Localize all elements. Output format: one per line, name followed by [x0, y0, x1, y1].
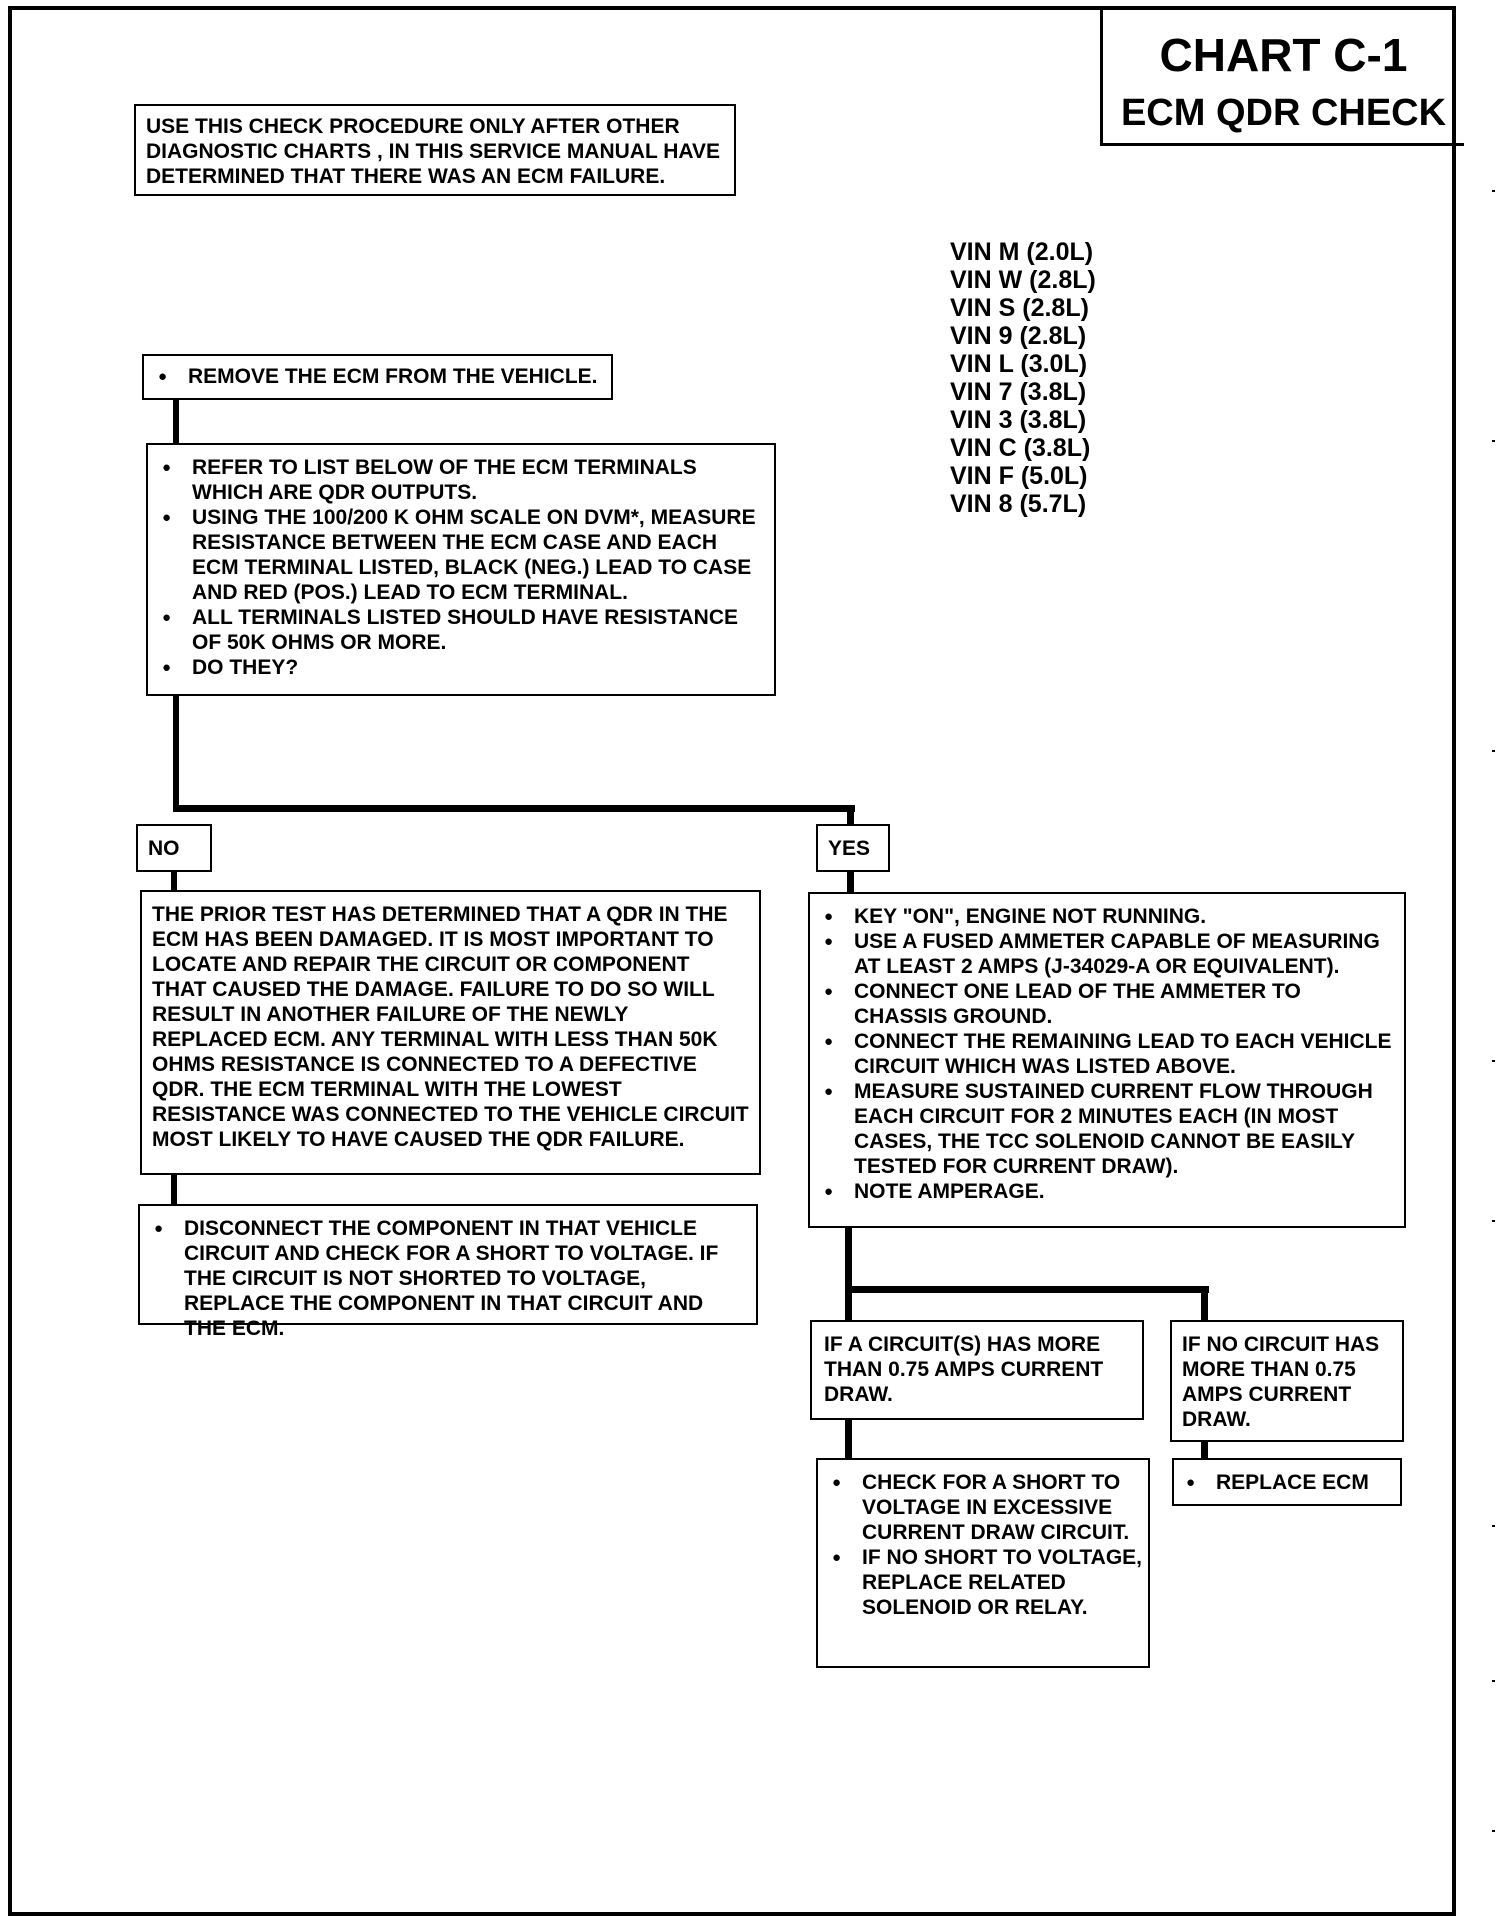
over-limit-text: IF A CIRCUIT(S) HAS MORE THAN 0.75 AMPS CURRENT DRAW. [824, 1333, 1104, 1406]
connector-split-horizontal [173, 805, 855, 812]
step2-box [146, 443, 776, 696]
chart-id: CHART C-1 [1159, 29, 1408, 81]
chart-name: ECM QDR CHECK [1120, 92, 1447, 134]
over-action-box [816, 1458, 1150, 1668]
vin-item: VIN 8 (5.7L) [950, 490, 1087, 518]
connector-no-result-action [171, 1173, 177, 1206]
vin-item: VIN L (3.0L) [950, 350, 1088, 378]
chart-title-block [1100, 6, 1464, 146]
connector-step1-step2 [173, 398, 179, 444]
connector-yes-split-horizontal [845, 1286, 1209, 1293]
margin-tick [1492, 1830, 1495, 1832]
margin-tick [1492, 1220, 1495, 1222]
no-result-text: THE PRIOR TEST HAS DETERMINED THAT A QDR IN THE ECM HAS BEEN DAMAGED. IT IS MOST IMPORTANT TO LOCATE AND REPAIR THE CIRCUIT OR COMPONENT THAT CAUSED THE DAMAGE. FAILURE TO DO SO WILL RESULT IN ANOTHER FAILURE OF THE NEWLY REPLACED ECM. ANY TERMINAL WITH LESS THAN 50K OHMS RESISTANCE IS CONNECTED TO A DEFECTIVE QDR. THE ECM TERMINAL WITH THE LOWEST RESISTANCE WAS CONNECTED TO THE VEHICLE CIRCUIT MOST LIKELY TO HAVE CAUSED THE QDR FAILURE. [152, 903, 749, 1151]
over-action-item: ● IF NO SHORT TO VOLTAGE, REPLACE RELATED SOLENOID OR RELAY. [824, 1545, 1142, 1620]
no-result-box [140, 890, 761, 1175]
yes-step-item: ● NOTE AMPERAGE. [816, 1179, 1398, 1204]
connector-step2-split [173, 695, 179, 811]
over-limit-box [810, 1320, 1144, 1420]
yes-steps-box [808, 892, 1406, 1228]
vin-list [950, 238, 1096, 518]
yes-step-item: ● KEY "ON", ENGINE NOT RUNNING. [816, 904, 1398, 929]
margin-tick [1492, 750, 1495, 752]
vin-item: VIN S (2.8L) [950, 294, 1089, 322]
step2-item: ● REFER TO LIST BELOW OF THE ECM TERMINALS WHICH ARE QDR OUTPUTS. [154, 455, 768, 505]
step2-item: ● USING THE 100/200 K OHM SCALE ON DVM*, MEASURE RESISTANCE BETWEEN THE ECM CASE AND EACH ECM TERMINAL LISTED, BLACK (NEG.) LEAD TO CASE AND RED (POS.) LEAD TO ECM TERMINAL. [154, 505, 768, 605]
connector-split-under [1201, 1286, 1208, 1322]
no-action-item: ● DISCONNECT THE COMPONENT IN THAT VEHICLE CIRCUIT AND CHECK FOR A SHORT TO VOLTAGE. IF THE CIRCUIT IS NOT SHORTED TO VOLTAGE, REPLACE THE COMPONENT IN THAT CIRCUIT AND THE ECM. [146, 1216, 750, 1341]
connector-split-yes [847, 805, 854, 825]
margin-tick [1492, 1680, 1495, 1682]
usage-note-text: USE THIS CHECK PROCEDURE ONLY AFTER OTHER DIAGNOSTIC CHARTS , IN THIS SERVICE MANUAL HAVE DETERMINED THAT THERE WAS AN ECM FAILURE. [146, 115, 721, 188]
vin-item: VIN C (3.8L) [950, 434, 1091, 462]
connector-under-action [1201, 1440, 1208, 1460]
margin-tick [1492, 1060, 1495, 1062]
vin-item: VIN F (5.0L) [950, 462, 1088, 490]
under-limit-text: IF NO CIRCUIT HAS MORE THAN 0.75 AMPS CURRENT DRAW. [1182, 1333, 1380, 1431]
under-action-item: ● REPLACE ECM [1178, 1470, 1396, 1495]
margin-tick [1492, 440, 1495, 442]
under-limit-box [1170, 1320, 1404, 1442]
connector-no-label-result [171, 870, 177, 892]
yes-step-item: ● CONNECT THE REMAINING LEAD TO EACH VEHICLE CIRCUIT WHICH WAS LISTED ABOVE. [816, 1029, 1398, 1079]
yes-step-item: ● CONNECT ONE LEAD OF THE AMMETER TO CHASSIS GROUND. [816, 979, 1398, 1029]
vin-item: VIN 7 (3.8L) [950, 378, 1087, 406]
step1-item: ● REMOVE THE ECM FROM THE VEHICLE. [150, 364, 605, 389]
step1-box [142, 354, 613, 400]
connector-yes-steps-split [845, 1226, 852, 1324]
under-action-box [1172, 1458, 1402, 1506]
no-action-box [138, 1204, 758, 1340]
vin-item: VIN W (2.8L) [950, 266, 1096, 294]
connector-over-action [845, 1418, 852, 1460]
vin-item: VIN 9 (2.8L) [950, 322, 1087, 350]
vin-item: VIN 3 (3.8L) [950, 406, 1087, 434]
connector-yes-label-steps [847, 870, 854, 894]
usage-note [134, 104, 736, 196]
branch-label-no: NO [136, 824, 212, 872]
yes-step-item: ● MEASURE SUSTAINED CURRENT FLOW THROUGH EACH CIRCUIT FOR 2 MINUTES EACH (IN MOST CASES, THE TCC SOLENOID CANNOT BE EASILY TESTED FOR CURRENT DRAW). [816, 1079, 1398, 1179]
step2-item: ● DO THEY? [154, 655, 768, 680]
vin-item: VIN M (2.0L) [950, 238, 1094, 266]
over-action-item: ● CHECK FOR A SHORT TO VOLTAGE IN EXCESSIVE CURRENT DRAW CIRCUIT. [824, 1470, 1142, 1545]
margin-tick [1492, 190, 1495, 192]
yes-step-item: ● USE A FUSED AMMETER CAPABLE OF MEASURING AT LEAST 2 AMPS (J-34029-A OR EQUIVALENT). [816, 929, 1398, 979]
margin-tick [1492, 1525, 1495, 1527]
step2-item: ● ALL TERMINALS LISTED SHOULD HAVE RESISTANCE OF 50K OHMS OR MORE. [154, 605, 768, 655]
branch-label-yes: YES [816, 824, 890, 872]
